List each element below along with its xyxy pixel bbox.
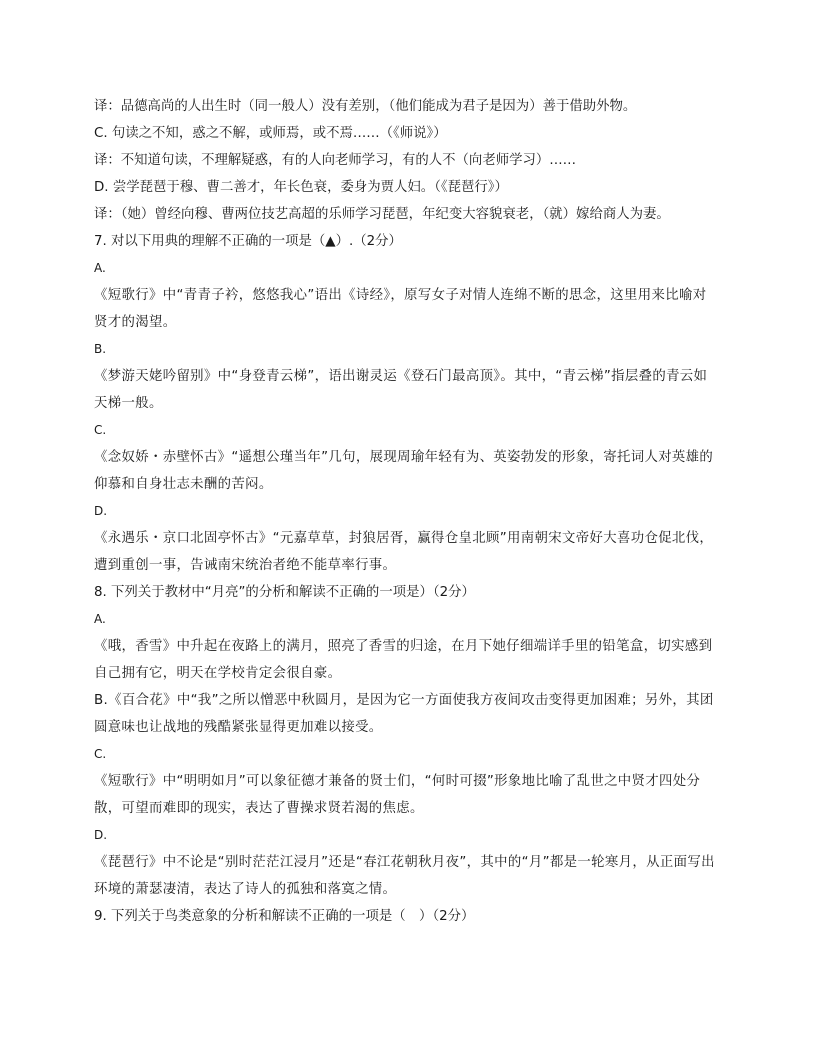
question-8: 8. 下列关于教材中“月亮”的分析和解读不正确的一项是）（2分）	[94, 585, 475, 600]
option-label: A.	[94, 612, 106, 626]
option-label: D.	[94, 828, 108, 842]
option-text: 《短歌行》中“青青子衿，悠悠我心”语出《诗经》，原写女子对情人连绵不断的思念，这里用来比喻对贤才的渴望。	[94, 288, 707, 330]
option-label: A.	[94, 261, 106, 275]
option-text: 《梦游天姥吟留别》中“身登青云梯”，语出谢灵运《登石门最高顶》。其中，“青云梯”指层叠的青云如天梯一般。	[94, 369, 708, 411]
question-9: 9. 下列关于鸟类意象的分析和解读不正确的一项是（ ）（2分）	[94, 909, 475, 924]
translation-line: 译：（她）曾经向穆、曹两位技艺高超的乐师学习琵琶，年纪变大容貌衰老，（就）嫁给商人为妻。	[94, 207, 670, 222]
option-label: B.	[94, 342, 107, 356]
document-body	[94, 93, 720, 930]
option-label: C.	[94, 423, 107, 437]
option-label: D.	[94, 504, 108, 518]
option-d-line: D. 尝学琵琶于穆、曹二善才，年长色衰，委身为贾人妇。（《琵琶行》）	[94, 180, 508, 195]
option-text: 《琵琶行》中不论是“别时茫茫江浸月”还是“春江花朝秋月夜”，其中的“月”都是一轮寒月，从正面写出环境的萧瑟凄清，表达了诗人的孤独和落寞之情。	[94, 855, 715, 897]
option-text: 《念奴娇・赤壁怀古》“遥想公瑾当年”几句，展现周瑜年轻有为、英姿勃发的形象，寄托词人对英雄的仰慕和自身壮志未酬的苦闷。	[94, 450, 714, 492]
option-text: 《哦，香雪》中升起在夜路上的满月，照亮了香雪的归途，在月下她仔细端详手里的铅笔盒，切实感到自己拥有它，明天在学校肯定会很自豪。	[94, 639, 713, 681]
option-text: 《短歌行》中“明明如月”可以象征德才兼备的贤士们，“何时可掇”形象地比喻了乱世之中贤才四处分散，可望而难即的现实，表达了曹操求贤若渴的焦虑。	[94, 774, 701, 816]
option-text: 《永遇乐・京口北固亭怀古》“元嘉草草，封狼居胥，赢得仓皇北顾”用南朝宋文帝好大喜功仓促北伐，遭到重创一事，告诫南宋统治者绝不能草率行事。	[94, 531, 714, 573]
option-text: B.《百合花》中“我”之所以憎恶中秋圆月，是因为它一方面使我方夜间攻击变得更加困难；另外，其团圆意味也让战地的残酷紧张显得更加难以接受。	[94, 693, 714, 735]
option-c-line: C. 句读之不知，惑之不解，或师焉，或不焉……（《师说》）	[94, 126, 447, 141]
question-7: 7. 对以下用典的理解不正确的一项是（▲）.（2分）	[94, 234, 402, 249]
option-label: C.	[94, 747, 107, 761]
translation-line: 译：品德高尚的人出生时（同一般人）没有差别，（他们能成为君子是因为）善于借助外物。	[94, 99, 637, 114]
translation-line: 译：不知道句读，不理解疑惑，有的人向老师学习，有的人不（向老师学习）……	[94, 153, 577, 168]
